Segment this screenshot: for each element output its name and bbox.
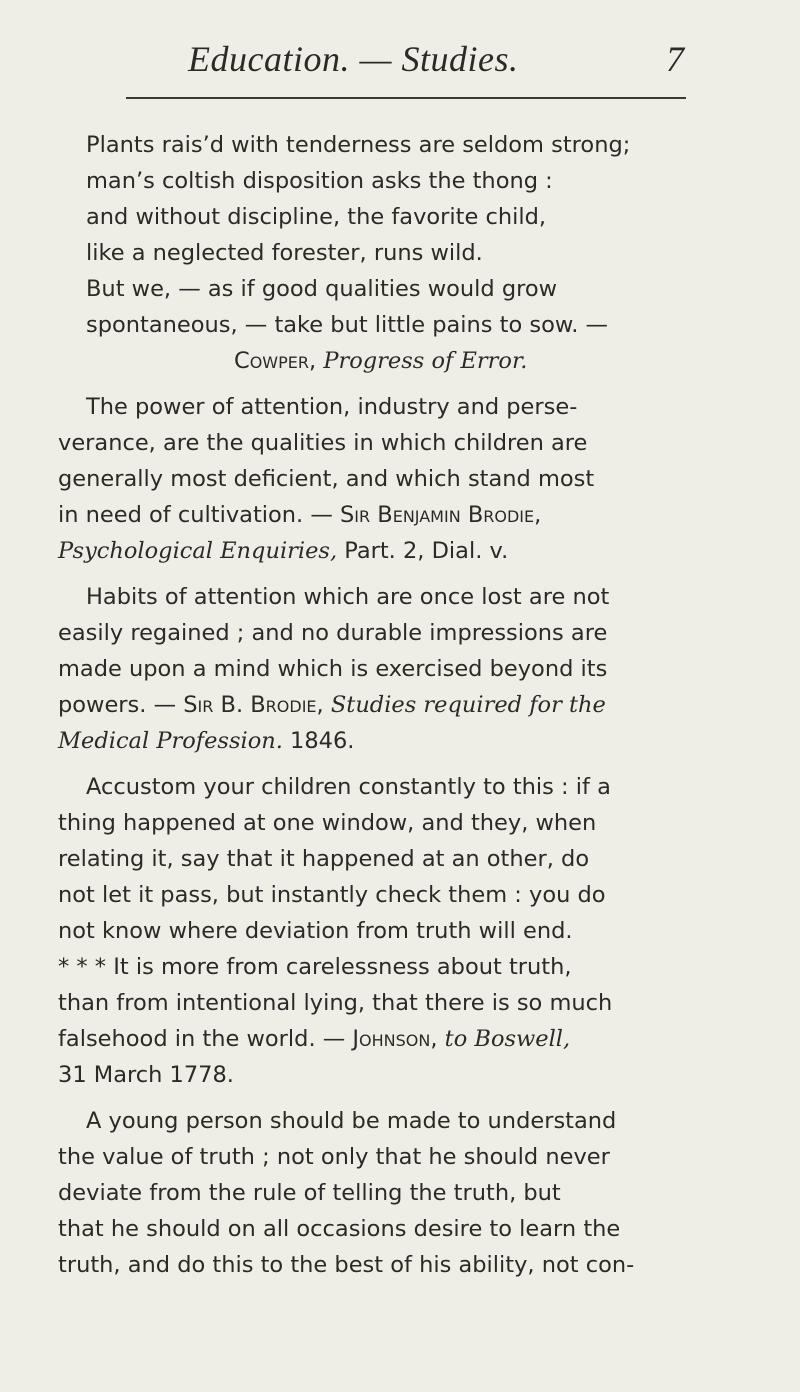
citation-work: to Boswell, <box>444 1026 571 1052</box>
text-line: than from intentional lying, that there is so much <box>58 990 613 1016</box>
text-fragment: Part. 2, Dial. v. <box>344 538 509 564</box>
page-header <box>0 38 800 88</box>
citation-work: Medical Profession. <box>58 728 283 754</box>
text-line: relating it, say that it happened at an other, do <box>58 846 590 872</box>
text-line: not let it pass, but instantly check them : you do <box>58 882 606 908</box>
text-line: not know where deviation from truth will end. <box>58 918 573 944</box>
running-title: Education. — Studies. <box>188 39 519 79</box>
citation-line <box>58 504 541 527</box>
citation-line <box>58 540 508 563</box>
page-number: 7 <box>666 39 684 79</box>
text-line: verance, are the qualities in which children are <box>58 430 588 456</box>
text-line: easily regained ; and no durable impressions are <box>58 620 608 646</box>
text-line: Accustom your children constantly to this : if a <box>86 774 611 800</box>
text-fragment: falsehood in the world. — <box>58 1026 346 1052</box>
text-line: truth, and do this to the best of his ability, not con- <box>58 1252 635 1278</box>
text-line: Plants rais’d with tenderness are seldom strong; <box>86 132 631 158</box>
citation-work: Psychological Enquiries, <box>58 538 338 564</box>
text-line: A young person should be made to understand <box>86 1108 617 1134</box>
text-line: The power of attention, industry and perse- <box>86 394 578 420</box>
citation-work: Progress of Error. <box>323 348 528 374</box>
citation-author: Sir B. Brodie, <box>183 692 324 718</box>
text-line: deviate from the rule of telling the truth, but <box>58 1180 561 1206</box>
citation-line <box>58 694 606 717</box>
citation-author: Cowper, <box>234 348 317 374</box>
text-line: and without discipline, the favorite child, <box>86 204 547 230</box>
citation-author: Sir Benjamin Brodie, <box>340 502 542 528</box>
text-fragment: powers. — <box>58 692 177 718</box>
text-line: * * * It is more from carelessness about truth, <box>58 954 572 980</box>
citation-line <box>58 730 354 753</box>
citation-line <box>234 350 527 373</box>
citation-line <box>58 1028 570 1051</box>
text-line: 31 March 1778. <box>58 1062 234 1088</box>
citation-author: Johnson, <box>352 1026 438 1052</box>
text-line: thing happened at one window, and they, when <box>58 810 597 836</box>
text-line: that he should on all occasions desire to learn the <box>58 1216 621 1242</box>
text-line: like a neglected forester, runs wild. <box>86 240 483 266</box>
text-line: man’s coltish disposition asks the thong : <box>86 168 553 194</box>
text-line: made upon a mind which is exercised beyond its <box>58 656 608 682</box>
text-line: generally most deficient, and which stand most <box>58 466 595 492</box>
text-fragment: in need of cultivation. — <box>58 502 333 528</box>
header-rule <box>126 97 686 99</box>
text-fragment: 1846. <box>290 728 355 754</box>
text-line: Habits of attention which are once lost are not <box>86 584 610 610</box>
citation-work: Studies required for the <box>330 692 606 718</box>
text-line: But we, — as if good qualities would grow <box>86 276 558 302</box>
text-line: the value of truth ; not only that he should never <box>58 1144 610 1170</box>
text-line: spontaneous, — take but little pains to sow. — <box>86 312 609 338</box>
